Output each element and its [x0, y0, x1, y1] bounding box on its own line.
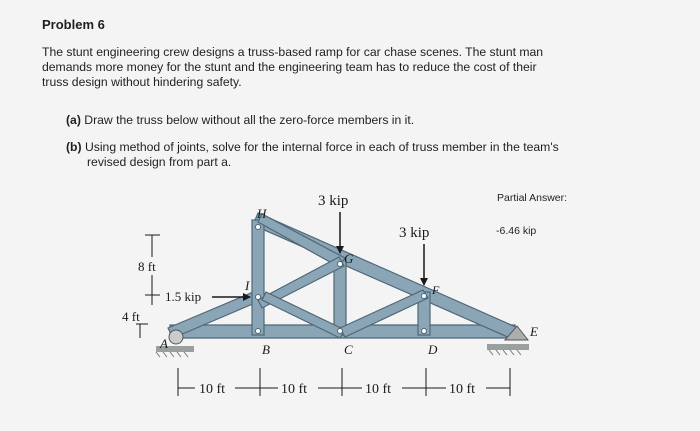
part-a-tag: (a): [66, 113, 81, 127]
span-label-2: 10 ft: [281, 382, 308, 397]
part-b-tag: (b): [66, 140, 82, 154]
problem-title: Problem 6: [42, 17, 105, 32]
joint-label-g: G: [344, 251, 354, 266]
load-label-g: 3 kip: [318, 193, 349, 209]
part-a-text: Draw the truss below without all the zero-force members in it.: [84, 113, 415, 127]
member-vertical-hb: [252, 220, 264, 335]
part-b-line-1: Using method of joints, solve for the internal force in each of truss member in the team's: [84, 140, 559, 154]
span-label-3: 10 ft: [365, 382, 392, 397]
joint-label-c: C: [344, 342, 353, 357]
span-label-1: 10 ft: [199, 382, 226, 397]
part-b-line-2: revised design from part a.: [87, 155, 232, 169]
intro-line-3: truss design without hindering safety.: [42, 75, 242, 89]
joint-label-a: A: [160, 336, 168, 351]
joint-label-h: H: [257, 206, 267, 221]
span-label-4: 10 ft: [449, 382, 476, 397]
joint-label-i: I: [245, 278, 250, 293]
intro-line-1: The stunt engineering crew designs a truss-based ramp for car chase scenes. The stunt man: [42, 45, 544, 59]
partial-answer-value: -6.46 kip: [496, 225, 537, 237]
joint-label-e: E: [530, 324, 538, 339]
partial-answer-label: Partial Answer:: [497, 192, 568, 204]
joint-label-b: B: [262, 342, 270, 357]
joint-label-d: D: [428, 342, 438, 357]
load-label-i: 1.5 kip: [165, 289, 202, 304]
intro-line-2: demands more money for the stunt and the engineering team has to reduce the cost of their: [42, 60, 537, 74]
joint-label-f: F: [432, 283, 440, 297]
height-label-lower: 4 ft: [122, 309, 140, 324]
height-label-upper: 8 ft: [138, 259, 156, 274]
load-label-f: 3 kip: [399, 225, 430, 241]
member-diagonal-hg: [258, 214, 345, 267]
